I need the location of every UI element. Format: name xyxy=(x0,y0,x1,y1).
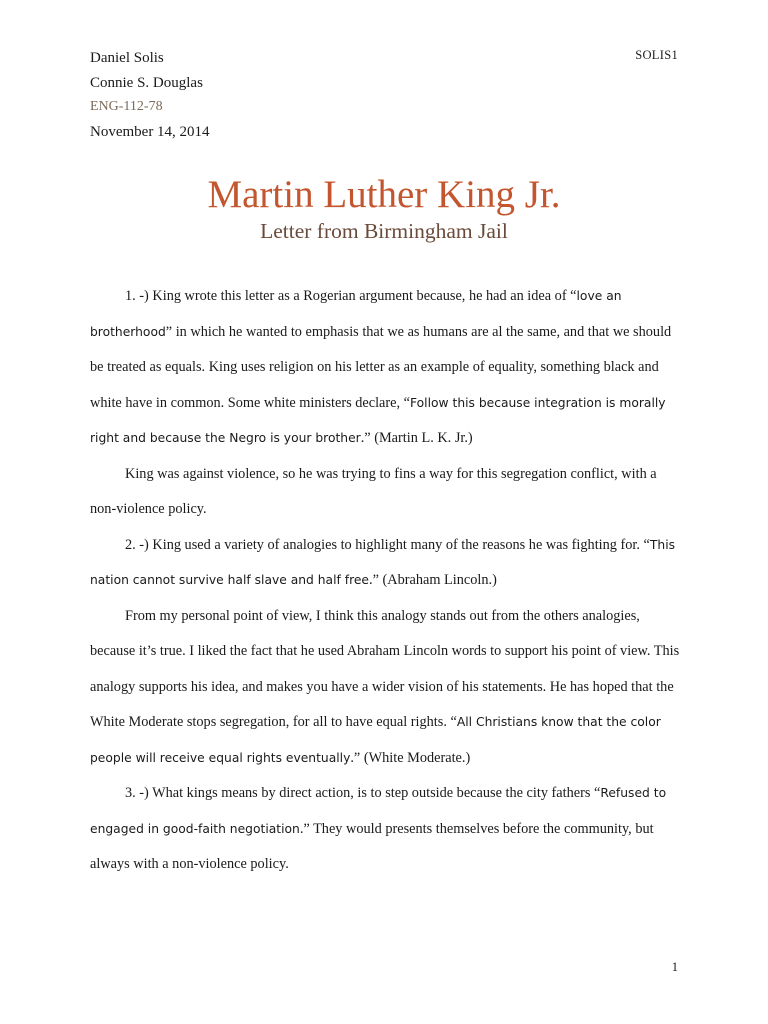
paragraph-text: .” (Abraham Lincoln.) xyxy=(369,572,497,588)
quoted-text: All Christians know that the color people will receive equal rights eventually xyxy=(90,715,661,765)
paragraph-text: 1. -) King wrote this letter as a Rogerian argument because, he had an idea of “ xyxy=(125,288,577,304)
paragraph xyxy=(90,457,680,528)
author-name: Daniel Solis xyxy=(90,50,164,66)
document-title: Martin Luther King Jr. xyxy=(207,173,561,216)
paragraph xyxy=(90,279,680,457)
paragraph-text: King was against violence, so he was trying to fins a way for this segregation conflict, with a non-violence policy. xyxy=(90,465,657,517)
paragraph-text: 2. -) King used a variety of analogies to highlight many of the reasons he was fighting for. “ xyxy=(125,536,650,553)
page-number: 1 xyxy=(671,960,678,974)
paragraph-text: From my personal point of view, I think this analogy stands out from the others analogies, because it’s true. I liked the fact that he used Abraham Lincoln words to support his point of view. This analogy supports his idea, and makes you have a wider vision of his statements. He has hoped that the White Moderate stops segregation, for all to have equal rights. “ xyxy=(90,607,680,730)
paragraph-text: ” in which he wanted to emphasis that we as humans are al the same, and that we should be treated as equals. King uses religion on his letter as an example of equality, something black and white have in common. Some white ministers declare, “ xyxy=(90,323,672,411)
paragraph-text: .” (Martin L. K. Jr.) xyxy=(360,430,473,446)
paragraph-text: 3. -) What kings means by direct action, is to step outside because the city fathers “ xyxy=(125,785,601,801)
date: November 14, 2014 xyxy=(90,123,210,140)
document-subtitle: Letter from Birmingham Jail xyxy=(260,219,508,243)
essay-body xyxy=(90,279,680,883)
paragraph xyxy=(90,776,680,883)
header-block xyxy=(90,46,210,144)
paragraph xyxy=(90,528,680,599)
quoted-text: Follow this because integration is morally right and because the Negro is your brother xyxy=(90,395,666,445)
paragraph-text: .” They would presents themselves before the community, but always with a non-violence policy. xyxy=(90,820,654,872)
quoted-text: This nation cannot survive half slave and half free xyxy=(90,537,676,587)
quoted-text: Refused to engaged in good-faith negotiation xyxy=(90,786,667,836)
paragraph xyxy=(90,599,680,777)
paragraph-text: .” (White Moderate.) xyxy=(350,749,471,766)
quoted-text: love an brotherhood xyxy=(90,289,622,339)
course-code: ENG-112-78 xyxy=(90,99,163,114)
instructor-name: Connie S. Douglas xyxy=(90,74,203,91)
running-head: SOLIS1 xyxy=(635,48,678,62)
